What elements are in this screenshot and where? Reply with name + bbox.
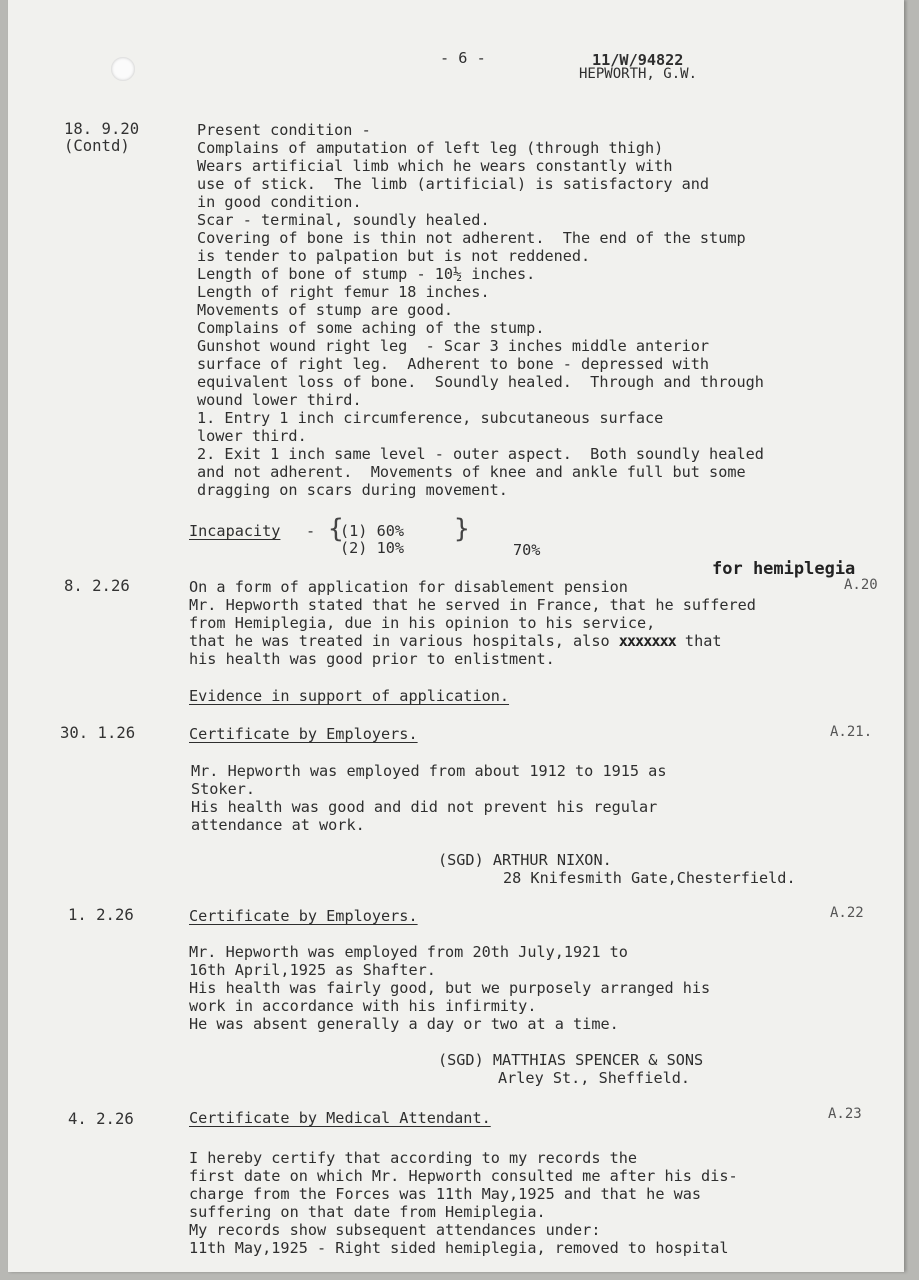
body-line: first date on which Mr. Hepworth consulted me after his dis- [189,1167,738,1185]
body-line: Length of right femur 18 inches. [197,283,490,301]
page-number: - 6 - [440,49,486,67]
body-line: Length of bone of stump - 10½ inches. [197,265,536,283]
body-line: 11th May,1925 - Right sided hemiplegia, removed to hospital [189,1239,729,1257]
incapacity-label: Incapacity [189,522,281,540]
patient-name: HEPWORTH, G.W. [579,66,698,82]
body-line: He was absent generally a day or two at a time. [189,1015,619,1033]
body-line: dragging on scars during movement. [197,481,508,499]
reference-number: A.20 [844,577,878,593]
body-line: Mr. Hepworth stated that he served in France, that he suffered [189,596,756,614]
body-line: My records show subsequent attendances under: [189,1221,601,1239]
certificate-heading: Certificate by Medical Attendant. [189,1109,491,1127]
body-line: lower third. [197,427,307,445]
body-line: Wears artificial limb which he wears constantly with [197,157,673,175]
body-line: Present condition - [197,121,371,139]
punch-hole [111,57,135,81]
entry-contd: (Contd) [64,137,130,155]
body-line: Covering of bone is thin not adherent. The end of the stump [197,229,746,247]
reference-number: A.23 [828,1106,862,1122]
reference-number: A.21. [830,724,873,740]
incapacity-dash: - [306,522,316,540]
body-line: Mr. Hepworth was employed from about 1912 to 1915 as [191,762,667,780]
body-line: Gunshot wound right leg - Scar 3 inches middle anterior [197,337,710,355]
entry-date: 30. 1.26 [60,724,136,742]
struck-text: xxxxxxx [618,632,676,650]
body-line: his health was good prior to enlistment. [189,650,555,668]
body-line: Mr. Hepworth was employed from 20th July,1921 to [189,943,628,961]
reference-number: A.22 [830,905,864,921]
entry-date: 4. 2.26 [68,1110,134,1128]
body-line: 16th April,1925 as Shafter. [189,961,436,979]
body-line: charge from the Forces was 11th May,1925 and that he was [189,1185,702,1203]
signature-name: (SGD) ARTHUR NIXON. [438,851,612,869]
file-reference: 11/W/94822 [592,51,684,69]
body-line: Complains of amputation of left leg (through thigh) [197,139,664,157]
section-heading: Evidence in support of application. [189,687,510,705]
line-text: that [675,632,722,650]
body-line: 2. Exit 1 inch same level - outer aspect. Both soundly healed [197,445,764,463]
body-line: equivalent loss of bone. Soundly healed. Through and through [197,373,764,391]
body-line: wound lower third. [197,391,362,409]
body-line: Complains of some aching of the stump. [197,319,545,337]
body-line: in good condition. [197,193,362,211]
entry-date: 18. 9.20 [64,120,140,138]
certificate-heading: Certificate by Employers. [189,725,418,743]
left-brace: { [328,514,344,544]
entry-date: 1. 2.26 [68,906,134,924]
document-page [8,0,904,1272]
body-line: attendance at work. [191,816,365,834]
body-line: His health was fairly good, but we purposely arranged his [189,979,711,997]
body-line: Stoker. [191,780,256,798]
body-line: Movements of stump are good. [197,301,454,319]
incapacity-item-2: (2) 10% [340,539,405,557]
certificate-heading: Certificate by Employers. [189,907,418,925]
body-line: use of stick. The limb (artificial) is satisfactory and [197,175,710,193]
body-line: is tender to palpation but is not reddened. [197,247,591,265]
line-text: that he was treated in various hospitals, also [189,632,619,650]
body-line: and not adherent. Movements of knee and ankle full but some [197,463,746,481]
signature-address: 28 Knifesmith Gate,Chesterfield. [503,869,796,887]
entry-date: 8. 2.26 [64,577,130,595]
right-brace: } [454,514,470,544]
body-line: work in accordance with his infirmity. [189,997,537,1015]
body-line: from Hemiplegia, due in his opinion to his service, [189,614,656,632]
signature-address: Arley St., Sheffield. [498,1069,691,1087]
body-line: suffering on that date from Hemiplegia. [189,1203,546,1221]
incapacity-item-1: (1) 60% [340,522,405,540]
body-line: 1. Entry 1 inch circumference, subcutaneous surface [197,409,664,427]
handwritten-annotation: for hemiplegia [712,559,856,579]
incapacity-total: 70% [513,541,541,559]
body-line: On a form of application for disablement pension [189,578,628,596]
signature-name: (SGD) MATTHIAS SPENCER & SONS [438,1051,704,1069]
body-line: surface of right leg. Adherent to bone - depressed with [197,355,710,373]
body-line [189,633,722,650]
body-line: His health was good and did not prevent his regular [191,798,658,816]
body-line: Scar - terminal, soundly healed. [197,211,490,229]
body-line: I hereby certify that according to my records the [189,1149,638,1167]
